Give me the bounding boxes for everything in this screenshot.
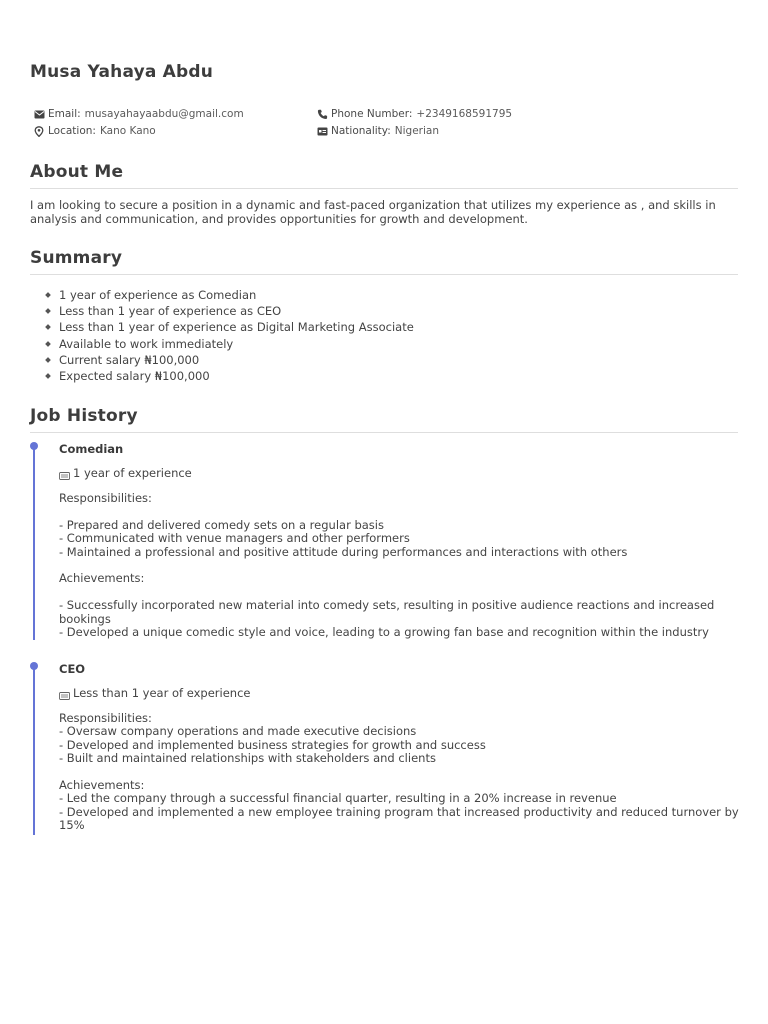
job-experience [59,466,192,480]
summary-item-text: Less than 1 year of experience as CEO [59,304,282,319]
summary-item [30,336,414,352]
job-line [59,766,739,779]
job-line [59,505,739,518]
id-card-icon [316,125,328,137]
briefcase-icon [59,689,70,698]
summary-item [30,368,414,384]
job-line: - Communicated with venue managers and other performers [59,531,410,546]
nationality-label: Nationality: [331,125,391,137]
envelope-icon [33,108,45,120]
job-line: - Developed and implemented a new employee training program that increased productivity and reduced turnover by 15% [59,804,739,833]
about-title: About Me [30,162,738,189]
contact-location [33,125,156,137]
job-description [59,492,739,639]
timeline-line [33,664,35,835]
job-experience-text: 1 year of experience [73,466,192,480]
summary-item-text: Available to work immediately [59,336,234,351]
email-value: musayahayaabdu@gmail.com [84,108,244,120]
job-line: Responsibilities: [59,491,152,505]
job-line: - Built and maintained relationships with stakeholders and clients [59,751,436,766]
job-line [59,586,739,599]
bullet-icon [45,308,51,314]
timeline-dot [30,442,38,450]
summary-item-text: 1 year of experience as Comedian [59,288,257,302]
contact-nationality [316,125,439,137]
location-value: Kano Kano [99,125,156,137]
contact-email [33,108,244,120]
bullet-icon [45,373,51,379]
timeline-line [33,444,35,640]
location-label: Location: [48,125,96,137]
job-line: - Oversaw company operations and made executive decisions [59,724,417,739]
summary-item [30,287,414,303]
job-entry-comedian [30,440,738,640]
job-history-title: Job History [30,406,738,433]
candidate-name: Musa Yahaya Abdu [30,62,214,82]
phone-label: Phone Number: [331,108,413,120]
summary-item [30,303,414,319]
summary-item [30,352,414,368]
job-line: - Developed and implemented business strategies for growth and success [59,737,486,752]
summary-item-text: Less than 1 year of experience as Digital Marketing Associate [59,320,414,335]
about-text: I am looking to secure a position in a dynamic and fast-paced organization that utilizes my experience as , and skills in analysis and communication, and provides opportunities for growth and development. [30,198,716,226]
job-line: Responsibilities: [59,711,152,725]
email-label: Email: [48,108,81,120]
summary-item-text: Current salary ₦100,000 [59,352,200,367]
job-experience [59,686,250,700]
summary-item-text: Expected salary ₦100,000 [59,369,210,384]
summary-item [30,319,414,335]
job-line: Achievements: [59,571,145,586]
bullet-icon [45,325,51,331]
job-line: - Prepared and delivered comedy sets on a regular basis [59,517,384,532]
map-pin-icon [33,125,45,137]
job-entry-ceo [30,660,738,835]
job-title: Comedian [59,442,124,456]
bullet-icon [45,341,51,347]
bullet-icon [45,357,51,363]
timeline-dot [30,662,38,670]
nationality-value: Nigerian [394,125,440,137]
job-title: CEO [59,662,86,676]
summary-list [30,287,414,384]
summary-title: Summary [30,248,738,275]
job-experience-text: Less than 1 year of experience [73,686,251,700]
job-line: - Led the company through a successful financial quarter, resulting in a 20% increase in revenue [59,791,617,806]
briefcase-icon [59,469,70,478]
job-description [59,712,739,833]
job-line: - Maintained a professional and positive attitude during performances and interactions with others [59,544,628,559]
phone-icon [316,108,328,120]
job-line: - Successfully incorporated new material into comedy sets, resulting in positive audience reactions and increased bookings [59,598,715,626]
bullet-icon [45,292,51,298]
contact-phone [316,108,512,120]
job-line [59,559,739,572]
phone-value: +2349168591795 [416,108,513,120]
job-line: - Developed a unique comedic style and voice, leading to a growing fan base and recognition within the industry [59,625,709,640]
job-line: Achievements: [59,778,145,793]
